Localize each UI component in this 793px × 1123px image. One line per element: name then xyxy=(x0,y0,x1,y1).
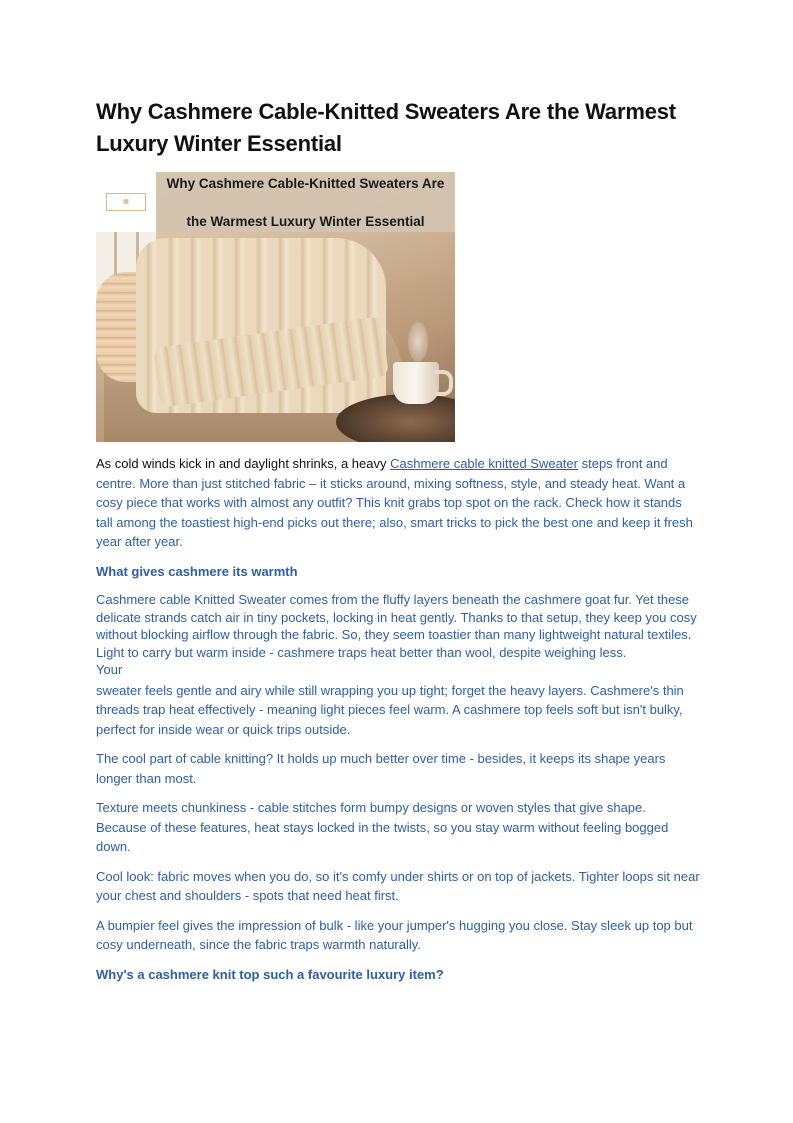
section-heading-luxury: Why's a cashmere knit top such a favourite luxury item? xyxy=(96,966,444,982)
hero-banner xyxy=(156,172,455,232)
article-title xyxy=(96,96,700,160)
paragraph-1: Cashmere cable Knitted Sweater comes from the fluffy layers beneath the cashmere goat fur. Yet these delicate strands catch air in tiny pockets, locking in heat gently. Thanks to that setup, they keep you cosy without blocking airflow through the fabric. So, they seem toastier than many lightweight natural textiles. xyxy=(96,592,697,642)
hero-banner-line1: Why Cashmere Cable-Knitted Sweaters Are xyxy=(166,175,445,191)
paragraph-6: Cool look: fabric moves when you do, so it's comfy under shirts or on top of jackets. Tighter loops sit near your chest and shoulders - spots that need heat first. xyxy=(96,868,700,903)
intro-paragraph xyxy=(96,454,700,552)
article-body xyxy=(96,454,700,984)
cup-handle xyxy=(435,370,453,396)
hero-banner-text xyxy=(166,174,446,231)
article-title-line1: Why Cashmere Cable-Knitted Sweaters Are the Warmest xyxy=(96,99,676,124)
document-page xyxy=(96,96,700,994)
coffee-cup xyxy=(393,362,439,404)
brand-logo xyxy=(96,172,156,232)
paragraph-4: The cool part of cable knitting? It holds up much better over time - besides, it keeps its shape years longer than most. xyxy=(96,751,666,786)
article-title-line2: Luxury Winter Essential xyxy=(96,131,342,156)
paragraph-2: Light to carry but warm inside - cashmere traps heat better than wool, despite weighing less. xyxy=(96,644,627,660)
paragraph-2-word: Your xyxy=(96,662,123,677)
sweater-link[interactable]: Cashmere cable knitted Sweater xyxy=(390,456,578,471)
intro-rest: steps front and centre. More than just stitched fabric – it sticks around, mixing softness, style, and steady heat. Want a cosy piece that works with almost any outfit? This knit grabs top spot on the rack. Check how it stands tall among the toastiest high-end picks out there; also, smart tricks to pick the best one and keep it fresh year after year. xyxy=(96,456,693,549)
logo-icon: ▦ xyxy=(106,193,146,211)
hero-image xyxy=(96,172,455,442)
intro-prefix: As cold winds kick in and daylight shrinks, a heavy xyxy=(96,456,387,471)
hero-banner-line2: the Warmest Luxury Winter Essential xyxy=(186,213,425,229)
paragraph-5: Texture meets chunkiness - cable stitches form bumpy designs or woven styles that give shape. Because of these features, heat stays locked in the twists, so you stay warm without feeling bogged down. xyxy=(96,800,669,854)
paragraph-3: sweater feels gentle and airy while still wrapping you up tight; forget the heavy layers. Cashmere's thin threads trap heat effectively - meaning light pieces feel warm. A cashmere top feels soft but isn't bulky, perfect for inside wear or quick trips outside. xyxy=(96,682,684,737)
section-heading-warmth: What gives cashmere its warmth xyxy=(96,563,298,579)
paragraph-7: A bumpier feel gives the impression of bulk - like your jumper's hugging you close. Stay sleek up top but cosy underneath, since the fabric traps warmth naturally. xyxy=(96,917,693,952)
steam xyxy=(408,322,428,362)
